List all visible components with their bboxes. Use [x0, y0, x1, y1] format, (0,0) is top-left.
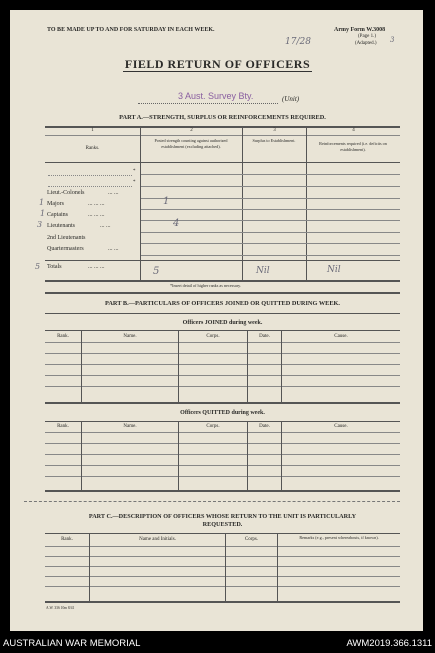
part-c-top-rule [45, 533, 400, 534]
quitted-top-rule [45, 421, 400, 422]
part-b-title: PART B.—PARTICULARS OF OFFICERS JOINED OR QUITTED DURING WEEK. [104, 300, 341, 307]
form-number: Army Form W.3008 [334, 27, 386, 33]
margin-mark: 1 [39, 198, 45, 207]
footer-accession-number: AWM2019.366.1311 [346, 638, 432, 649]
col-header-posted: Posted strength counting against authorized establishment (excluding attached). [154, 138, 228, 149]
part-a-number-rule [45, 135, 400, 136]
part-c-col-divider [89, 533, 90, 601]
joined-bottom-rule [45, 402, 400, 404]
quitted-col-date: Date. [259, 424, 270, 429]
grid-line [45, 476, 400, 477]
totals-dots: ... ... ... [88, 264, 105, 270]
col-header-ranks: Ranks. [85, 146, 100, 151]
rank-blank-line [48, 186, 132, 187]
joined-col-name: Name. [123, 334, 137, 339]
margin-mark: 1 [40, 209, 46, 218]
col-num-3: 3 [273, 128, 276, 133]
rank-dots: ... ... [100, 223, 111, 229]
part-a-header-rule [45, 162, 400, 163]
joined-col-divider [247, 330, 248, 402]
star-mark: * [133, 169, 136, 174]
part-b-title-rule [45, 313, 400, 314]
grid-line [141, 220, 400, 221]
grid-line [141, 255, 400, 256]
part-a-col-divider-3 [306, 126, 307, 282]
unit-label: (Unit) [282, 95, 300, 103]
quitted-col-divider [178, 421, 179, 490]
grid-line [45, 454, 400, 455]
rank-lieutenants: Lieutenants [47, 223, 75, 229]
col-header-reinforcements: Reinforcements required (i.e. deficits on establishment). [319, 141, 387, 152]
page-label: (Page 1.) [358, 34, 377, 39]
grid-line [45, 375, 400, 376]
part-c-col-remarks: Remarks (e.g., present whereabouts, if known). [299, 535, 379, 540]
star-mark: * [133, 180, 136, 185]
part-c-col-name: Name and Initials. [139, 537, 176, 542]
part-c-header-rule [45, 546, 400, 547]
part-c-col-divider [277, 533, 278, 601]
page-title [0, 57, 435, 72]
col-num-2: 2 [190, 128, 193, 133]
quitted-title: Officers QUITTED during week. [180, 410, 265, 416]
unit-underline [138, 103, 278, 104]
quitted-col-divider [281, 421, 282, 490]
rank-quartermasters: Quartermasters [47, 246, 84, 252]
part-a-title: PART A.—STRENGTH, SURPLUS OR REINFORCEMENTS REQUIRED. [119, 114, 326, 121]
grid-line [45, 586, 400, 587]
rank-dots: ... ... ... [88, 212, 105, 218]
rank-dots: ... ... [108, 246, 119, 252]
grid-line [45, 364, 400, 365]
joined-title: Officers JOINED during week. [182, 320, 263, 326]
grid-line [141, 174, 400, 175]
quitted-col-rank: Rank. [57, 424, 69, 429]
adapted-label: (Adapted.) [355, 41, 377, 46]
grid-line [141, 209, 400, 210]
part-c-title-line1: PART C.—DESCRIPTION OF OFFICERS WHOSE RETURN TO THE UNIT IS PARTICULARLY [88, 513, 357, 520]
grid-line [141, 232, 400, 233]
col-num-1: 1 [91, 128, 94, 133]
rank-blank-line [48, 175, 132, 176]
part-a-footnote: *Insert detail of higher ranks as necessary. [170, 283, 242, 288]
quitted-header-rule [45, 432, 400, 433]
part-c-col-divider [225, 533, 226, 601]
quitted-col-name: Name. [123, 424, 137, 429]
grid-line [45, 443, 400, 444]
quitted-col-cause: Cause. [334, 424, 348, 429]
joined-col-date: Date. [259, 334, 270, 339]
totals-top-rule [45, 260, 400, 261]
rank-2nd-lieutenants: 2nd Lieutenants [47, 235, 86, 241]
joined-top-rule [45, 330, 400, 331]
part-c-col-corps: Corps. [244, 537, 259, 542]
quitted-col-divider [247, 421, 248, 490]
grid-line [45, 465, 400, 466]
totals-label: Totals [47, 264, 62, 270]
col-num-4: 4 [352, 128, 355, 133]
perforation-line [24, 501, 400, 502]
grid-line [45, 576, 400, 577]
handwritten-mark: 3 [390, 36, 395, 44]
part-a-col-divider-2 [242, 126, 243, 282]
rank-lieut-colonels: Lieut.-Colonels [47, 190, 85, 196]
rank-dots: ... ... ... [88, 201, 105, 207]
rank-majors: Majors [47, 201, 64, 207]
joined-col-divider [81, 330, 82, 402]
part-c-col-rank: Rank. [61, 537, 73, 542]
quitted-col-corps: Corps. [206, 424, 220, 429]
rank-dots: ... ... [108, 190, 119, 196]
grid-line [141, 186, 400, 187]
part-c-bottom-rule [45, 601, 400, 603]
footer-institution: AUSTRALIAN WAR MEMORIAL [3, 638, 141, 649]
totals-reinforcements-value: Nil [327, 265, 341, 275]
grid-line [45, 386, 400, 387]
joined-header-rule [45, 342, 400, 343]
grid-line [45, 556, 400, 557]
part-a-col-divider-1 [140, 126, 141, 282]
page-title-text: FIELD RETURN OF OFFICERS [124, 57, 311, 71]
part-a-bottom-rule [45, 280, 400, 282]
margin-mark: 5 [35, 262, 41, 271]
quitted-bottom-rule [45, 490, 400, 492]
instruction-text: TO BE MADE UP TO AND FOR SATURDAY IN EACH WEEK. [47, 27, 215, 33]
joined-col-divider [281, 330, 282, 402]
posted-majors-value: 1 [163, 196, 170, 207]
quitted-col-divider [81, 421, 82, 490]
joined-col-rank: Rank. [57, 334, 69, 339]
unit-stamp: 3 Aust. Survey Bty. [178, 91, 254, 101]
grid-line [45, 353, 400, 354]
joined-col-corps: Corps. [206, 334, 220, 339]
posted-lieutenants-value: 4 [173, 218, 180, 229]
rank-captains: Captains [47, 212, 68, 218]
joined-col-divider [178, 330, 179, 402]
grid-line [141, 198, 400, 199]
part-c-title-line2: REQUESTED. [202, 521, 243, 528]
part-b-top-rule [45, 292, 400, 294]
totals-surplus-value: Nil [256, 266, 270, 276]
col-header-surplus: Surplus to Establishment. [252, 138, 296, 143]
joined-col-cause: Cause. [334, 334, 348, 339]
grid-line [141, 243, 400, 244]
handwritten-date: 17/28 [285, 37, 311, 47]
grid-line [45, 566, 400, 567]
printer-mark: A.W. 336 10m 8/41 [46, 606, 75, 610]
totals-posted-value: 5 [153, 266, 160, 277]
margin-mark: 3 [37, 220, 43, 229]
